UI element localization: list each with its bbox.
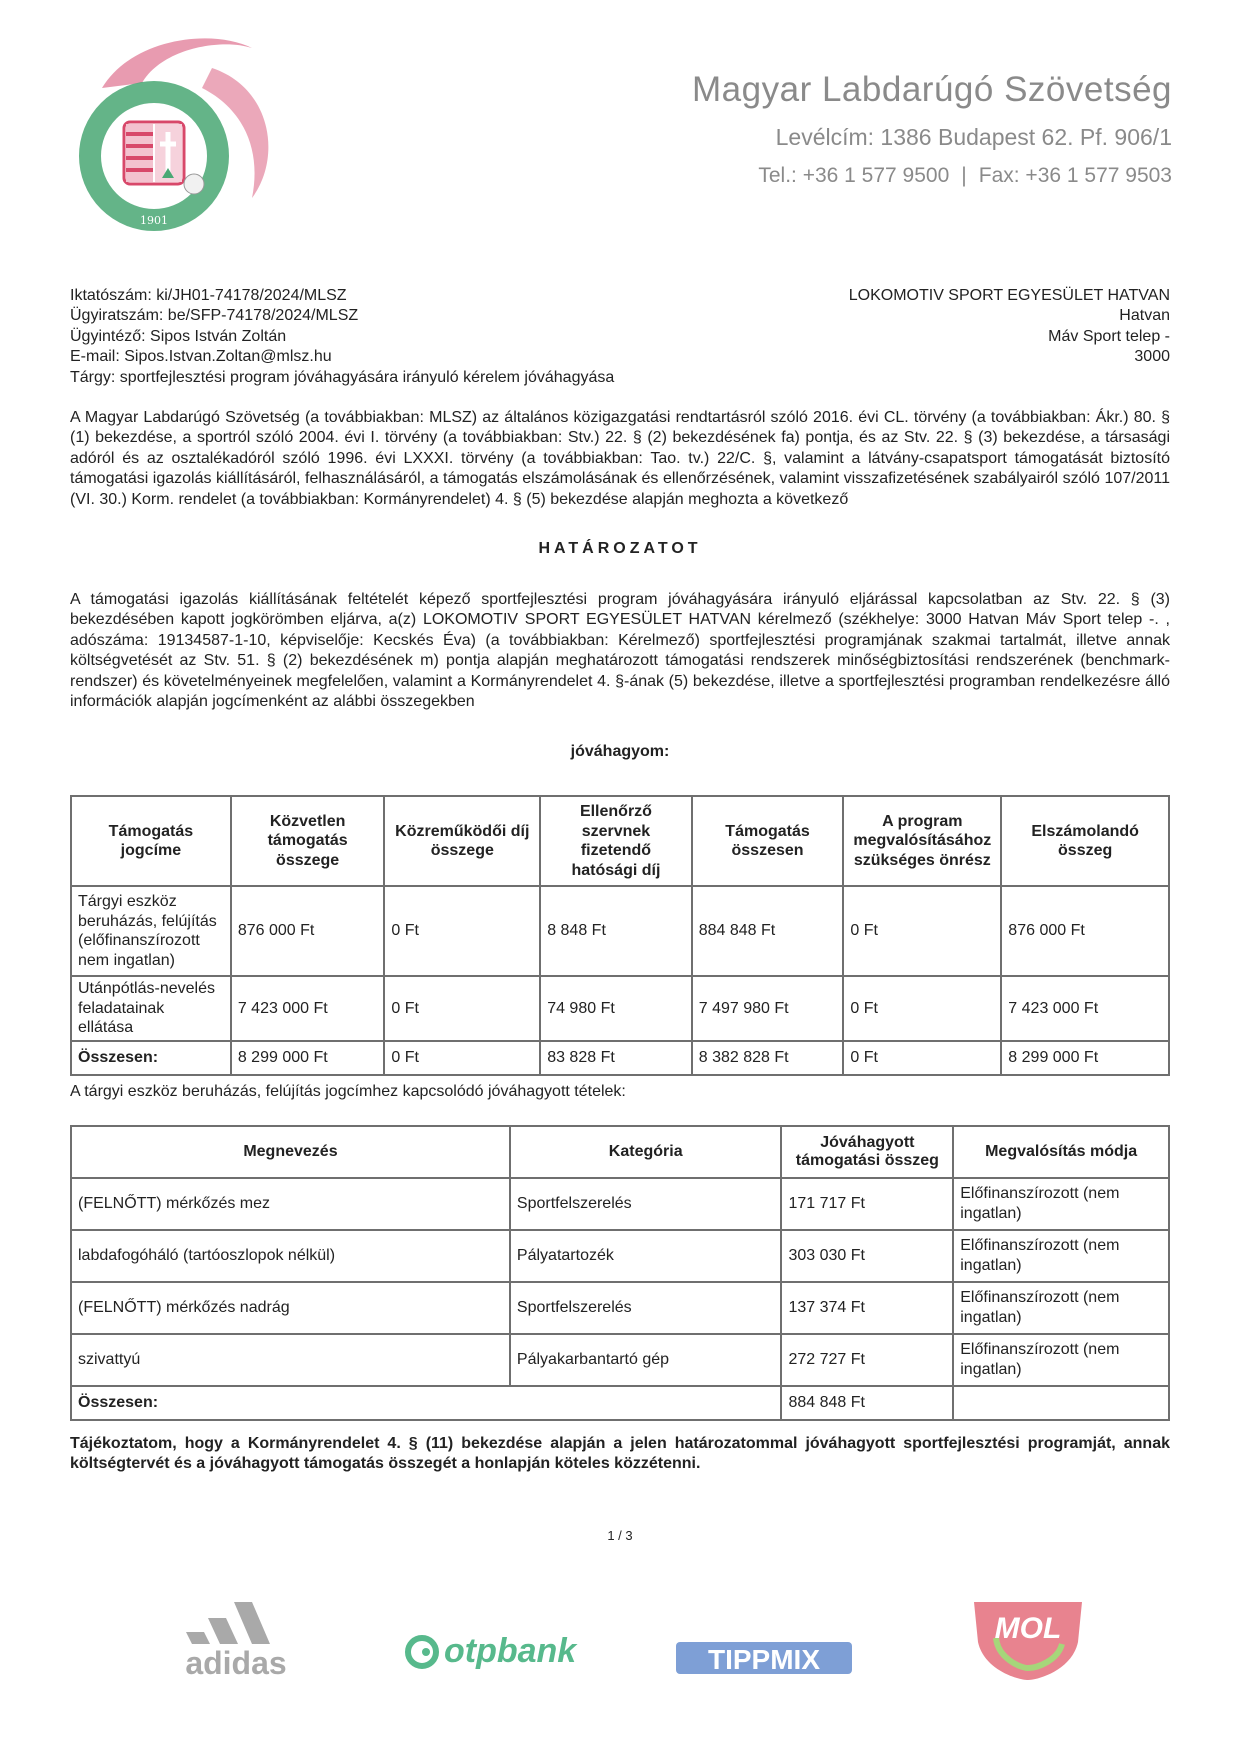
table-cell: (FELNŐTT) mérkőzés mez <box>71 1178 510 1230</box>
table-cell: 0 Ft <box>384 886 540 976</box>
document-meta <box>70 286 614 388</box>
table-cell: Utánpótlás-nevelés feladatainak ellátása <box>71 976 231 1041</box>
table-cell: 272 727 Ft <box>781 1334 953 1386</box>
summary-header: Támogatás jogcíme <box>71 796 231 886</box>
svg-text:MOL: MOL <box>994 1612 1062 1645</box>
table-cell: 884 848 Ft <box>781 1386 953 1420</box>
officer-email: E-mail: Sipos.Istvan.Zoltan@mlsz.hu <box>70 348 332 366</box>
table-cell: 7 423 000 Ft <box>1001 976 1169 1041</box>
summary-header-row <box>71 796 1169 886</box>
table-cell: 7 423 000 Ft <box>231 976 385 1041</box>
summary-header: Közvetlen támogatás összege <box>231 796 385 886</box>
table-cell: 8 299 000 Ft <box>1001 1041 1169 1075</box>
items-table <box>70 1125 1170 1421</box>
table-cell: 0 Ft <box>384 1041 540 1075</box>
items-header-row <box>71 1126 1169 1178</box>
addressee-zip: 3000 <box>1134 348 1170 366</box>
file-number: Iktatószám: ki/JH01-74178/2024/MLSZ <box>70 287 347 304</box>
table-row <box>71 1178 1169 1230</box>
table-cell: Előfinanszírozott (nem ingatlan) <box>953 1334 1169 1386</box>
table-cell: 8 299 000 Ft <box>231 1041 385 1075</box>
table-cell: 171 717 Ft <box>781 1178 953 1230</box>
svg-text:1901: 1901 <box>140 214 168 227</box>
table-cell: 876 000 Ft <box>231 886 385 976</box>
table-cell: 0 Ft <box>843 976 1001 1041</box>
svg-text:otpbank: otpbank <box>444 1632 577 1670</box>
table-cell: 8 848 Ft <box>540 886 692 976</box>
mlsz-logo <box>62 28 288 238</box>
addressee-city: Hatvan <box>1119 307 1170 325</box>
svg-text:adidas: adidas <box>185 1645 287 1680</box>
table-cell <box>953 1386 1169 1420</box>
table-row <box>71 1282 1169 1334</box>
summary-header: Közreműködői díj összege <box>384 796 540 886</box>
table-cell: Előfinanszírozott (nem ingatlan) <box>953 1282 1169 1334</box>
table-cell: Összesen: <box>71 1386 781 1420</box>
table-total-row <box>71 1386 1169 1420</box>
table-cell: 7 497 980 Ft <box>692 976 844 1041</box>
summary-header: Ellenőrző szervnek fizetendő hatósági díj <box>540 796 692 886</box>
mol-logo <box>968 1598 1088 1683</box>
summary-header: Támogatás összesen <box>692 796 844 886</box>
table-total-row <box>71 1041 1169 1075</box>
addressee-street: Máv Sport telep - <box>1048 327 1170 345</box>
items-header: Kategória <box>510 1126 782 1178</box>
table-cell: 884 848 Ft <box>692 886 844 976</box>
items-header: Megvalósítás módja <box>953 1126 1169 1178</box>
org-contact <box>758 164 1172 188</box>
table-cell: Pályakarbantartó gép <box>510 1334 782 1386</box>
approve-heading: jóváhagyom: <box>570 743 670 760</box>
table-cell: 8 382 828 Ft <box>692 1041 844 1075</box>
org-phone: Tel.: +36 1 577 9500 <box>758 164 950 187</box>
page-number: 1 / 3 <box>607 1528 633 1543</box>
table-cell: 74 980 Ft <box>540 976 692 1041</box>
decision-paragraph: A támogatási igazolás kiállításának feltételét képező sportfejlesztési program jóváhagyására irányuló eljárással kapcsolatban az Stv. 22. § (3) bekezdésében kapott jogkörömben eljárva, a(z) LOKOMOTIV SPORT EGYESÜLET HATVAN kérelmező (székhelye: 3000 Hatvan Máv Sport telep -. , adószáma: 19134587-1-10, képviselője: Kecskés Éva) (a továbbiakban: Kérelmező) sportfejlesztési programjának szakmai tartalmát, illetve annak költségvetését az Stv. 51. § (2) bekezdésének m) pontja alapján meghatározott támogatási rendszerek minőségbiztosítási rendszerének (benchmark-rendszer) és követelményeinek megfelelően, valamint a Kormányrendelet 4. §-ának (5) bekezdése, illetve a sportfejlesztési programban rendelkezésre álló információk alapján jogcímenként az alábbi összegekben <box>70 591 1170 711</box>
notice-paragraph: Tájékoztatom, hogy a Kormányrendelet 4. § (11) bekezdése alapján a jelen határozatommal jóváhagyott sportfejlesztési programját, annak költségtervét és a jóváhagyott támogatás összegét a honlapján köteles közzétenni. <box>70 1435 1170 1473</box>
table-row <box>71 1230 1169 1282</box>
org-fax: Fax: +36 1 577 9503 <box>978 164 1172 187</box>
otpbank-logo <box>404 1624 604 1674</box>
table-cell: (FELNŐTT) mérkőzés nadrág <box>71 1282 510 1334</box>
case-officer: Ügyintéző: Sipos István Zoltán <box>70 327 287 345</box>
table-cell: 83 828 Ft <box>540 1041 692 1075</box>
summary-header: Elszámolandó összeg <box>1001 796 1169 886</box>
addressee <box>849 286 1170 368</box>
table-cell: Sportfelszerelés <box>510 1178 782 1230</box>
table-cell: Előfinanszírozott (nem ingatlan) <box>953 1230 1169 1282</box>
contact-separator: | <box>961 164 967 187</box>
table-cell: Összesen: <box>71 1041 231 1075</box>
decision-title: HATÁROZATOT <box>538 540 702 557</box>
table-cell: 0 Ft <box>384 976 540 1041</box>
summary-table <box>70 795 1170 1076</box>
table-cell: 0 Ft <box>843 886 1001 976</box>
table-cell: 876 000 Ft <box>1001 886 1169 976</box>
table-cell: Sportfelszerelés <box>510 1282 782 1334</box>
org-address: Levélcím: 1386 Budapest 62. Pf. 906/1 <box>775 124 1172 150</box>
case-number: Ügyiratszám: be/SFP-74178/2024/MLSZ <box>70 307 359 325</box>
table-cell: Pályatartozék <box>510 1230 782 1282</box>
table-row <box>71 886 1169 976</box>
table-row <box>71 976 1169 1041</box>
subject: Tárgy: sportfejlesztési program jóváhagyására irányuló kérelem jóváhagyása <box>70 368 615 386</box>
org-name: Magyar Labdarúgó Szövetség <box>692 70 1172 109</box>
table-cell: Előfinanszírozott (nem ingatlan) <box>953 1178 1169 1230</box>
table-row <box>71 1334 1169 1386</box>
summary-header: A program megvalósításához szükséges önrész <box>843 796 1001 886</box>
items-header: Jóváhagyott támogatási összeg <box>781 1126 953 1178</box>
tippmix-logo <box>676 1640 852 1676</box>
table-cell: 137 374 Ft <box>781 1282 953 1334</box>
table-cell: 0 Ft <box>843 1041 1001 1075</box>
table-cell: 303 030 Ft <box>781 1230 953 1282</box>
adidas-logo <box>178 1600 294 1680</box>
table-cell: Tárgyi eszköz beruházás, felújítás (előfinanszírozott nem ingatlan) <box>71 886 231 976</box>
table-cell: szivattyú <box>71 1334 510 1386</box>
addressee-name: LOKOMOTIV SPORT EGYESÜLET HATVAN <box>848 287 1170 304</box>
intro-paragraph: A Magyar Labdarúgó Szövetség (a továbbiakban: MLSZ) az általános közigazgatási rendtartásról szóló 2016. évi CL. törvény (a továbbiakban: Ákr.) 80. § (1) bekezdése, a sportról szóló 2004. évi I. törvény (a továbbiakban: Stv.) 22. § (2) bekezdésének fa) pontja, és az Stv. 22. § (3) bekezdése, a társasági adóról és az osztalékadóról szóló 1996. évi LXXXI. törvény (a továbbiakban: Tao. tv.) 22/C. §, valamint a látvány-csapatsport támogatását biztosító támogatási igazolás kiállításáról, felhasználásáról, a támogatás elszámolásának és ellenőrzésének, valamint visszafizetésének szabályairól szóló 107/2011 (VI. 30.) Korm. rendelet (a továbbiakban: Kormányrendelet) 4. § (5) bekezdése alapján meghozta a következő <box>70 409 1170 508</box>
svg-text:TIPPMIX: TIPPMIX <box>707 1644 821 1675</box>
items-caption: A tárgyi eszköz beruházás, felújítás jogcímhez kapcsolódó jóváhagyott tételek: <box>70 1083 626 1100</box>
table-cell: labdafogóháló (tartóoszlopok nélkül) <box>71 1230 510 1282</box>
items-header: Megnevezés <box>71 1126 510 1178</box>
